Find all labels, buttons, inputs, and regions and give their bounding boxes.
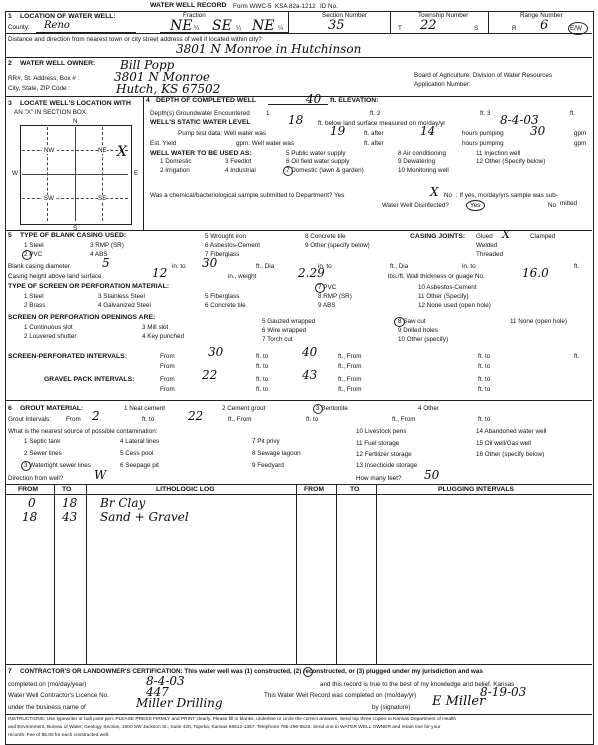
- gpi-from-value[interactable]: 22: [202, 368, 218, 382]
- id-number-label: ID No.: [320, 3, 338, 10]
- joint-clamped[interactable]: Clamped: [530, 233, 556, 240]
- table-row[interactable]: 18: [62, 496, 78, 510]
- range-ew: E/W: [570, 25, 582, 32]
- quarter-mark-3: ¼: [278, 25, 284, 32]
- spi-from-2: From: [160, 363, 175, 370]
- certification-line-1: CONTRACTOR'S OR LANDOWNER'S CERTIFICATION: This water well was (1) constructed, (2) reconstructed, or (3) plugged under my jurisdiction and was: [20, 668, 483, 675]
- gpi-ft-to-2: ft. to: [478, 376, 491, 383]
- screen-4[interactable]: 4 Galvanized Steel: [98, 302, 151, 309]
- range-value[interactable]: 6: [540, 18, 549, 33]
- casing-8[interactable]: 8 Concrete tile: [305, 233, 346, 240]
- opening-11[interactable]: 11 None (open hole): [510, 318, 567, 325]
- casing-6[interactable]: 6 Asbestos-Cement: [205, 242, 260, 249]
- howmany-label: How many feet?: [356, 475, 402, 482]
- grout-2[interactable]: 2 Cement grout: [222, 405, 266, 412]
- fraction-label: Fraction: [183, 12, 206, 19]
- grout-ft-to-3: ft. to: [478, 416, 491, 423]
- use-10[interactable]: 10 Monitoring well: [398, 167, 449, 174]
- openings-label: SCREEN OR PERFORATION OPENINGS ARE:: [8, 314, 156, 321]
- section-3-label-2: AN "X" IN SECTION BOX:: [14, 109, 88, 116]
- yield-hours-label: hours pumping: [462, 140, 504, 147]
- contam-13[interactable]: 13 Insecticide storage: [356, 462, 418, 469]
- screen-1[interactable]: 1 Steel: [24, 293, 44, 300]
- log-to-header: TO: [62, 486, 72, 493]
- opening-8-circle: [394, 317, 405, 327]
- quarter-mark-1: ¼: [194, 25, 200, 32]
- quadrant-sw: - SW -: [40, 195, 58, 202]
- opening-8[interactable]: 8 Saw cut: [398, 318, 426, 325]
- grout-3-circle: [313, 404, 323, 414]
- contam-14[interactable]: 14 Abandoned water well: [476, 428, 547, 435]
- licence-value[interactable]: 447: [146, 685, 169, 699]
- section-5-number: 5: [8, 232, 12, 239]
- county-value[interactable]: Reno: [44, 20, 70, 31]
- opening-4[interactable]: 4 Key punched: [142, 333, 185, 340]
- yield-label: Est. Yield: [150, 140, 177, 147]
- litho-header: LITHOLOGIC LOG: [156, 486, 215, 493]
- completed-label: completed on (mo/day/year): [8, 681, 87, 688]
- opening-3[interactable]: 3 Mill slot: [142, 324, 169, 331]
- section-number-label: Section Number: [322, 12, 368, 19]
- spi-label: SCREEN-PERFORATED INTERVALS:: [8, 353, 127, 360]
- pump-gpm[interactable]: 30: [530, 124, 546, 138]
- compass-e: E: [134, 170, 139, 177]
- gpi-from-2: From: [160, 386, 175, 393]
- static-level-label: WELL'S STATIC WATER LEVEL: [150, 119, 251, 126]
- use-label: WELL WATER TO BE USED AS:: [150, 150, 252, 157]
- casing-5[interactable]: 5 Wrought iron: [205, 233, 247, 240]
- grout-4[interactable]: 4 Other: [418, 405, 439, 412]
- casing-1[interactable]: 1 Steel: [24, 242, 44, 249]
- gpi-to-value[interactable]: 43: [302, 368, 318, 382]
- disinfected-label: Water Well Disinfected?: [382, 202, 449, 209]
- use-9[interactable]: 9 Dewatering: [398, 158, 436, 165]
- diameter-to-value[interactable]: 30: [202, 256, 218, 270]
- contam-3[interactable]: 3 Watertight sewer lines: [24, 462, 91, 469]
- range-label: Range Number: [520, 12, 563, 19]
- contam-16[interactable]: 16 Other (specify below): [476, 451, 545, 458]
- section-2-number: 2: [8, 60, 12, 67]
- diameter-ft-dia-1: ft., Dia: [256, 263, 275, 270]
- contam-11[interactable]: 11 Fuel storage: [356, 440, 400, 447]
- form-number: Form WWC-5: [233, 3, 272, 10]
- screen-2[interactable]: 2 Brass: [24, 302, 46, 309]
- pump-hours[interactable]: 14: [420, 124, 436, 138]
- screen-7[interactable]: 7 PVC: [318, 284, 337, 291]
- screen-8[interactable]: 8 RMP (SR): [318, 293, 352, 300]
- instructions-line-2: and Environment, Bureau of Water, Geology Section, 1000 SW Jackson St., Suite 420, Topeka, Kansas 66612-1367. Telephone 785-296-5522. Send one to WATER WELL OWNER and retain one for your: [8, 725, 441, 730]
- screen-12[interactable]: 12 None used (open hole): [418, 302, 491, 309]
- grout-ftfrom: ft., From: [228, 416, 252, 423]
- opening-6[interactable]: 6 Wire wrapped: [262, 327, 307, 334]
- gpi-ft-to-3: ft. to: [256, 386, 269, 393]
- owner-name[interactable]: Bill Popp: [120, 58, 175, 72]
- gw-one: 1: [266, 110, 270, 117]
- pump-hours-label: hours pumping: [462, 130, 504, 137]
- licence-label: Water Well Contractor's Licence No.: [8, 692, 109, 699]
- ksa-ref: KSA 82a-1212: [275, 3, 316, 10]
- distance-label: Distance and direction from nearest town or city street address of well if located within city?: [8, 36, 262, 43]
- grout-ft-to: ft. to: [142, 416, 155, 423]
- gauge-value[interactable]: 16.0: [522, 266, 549, 280]
- opening-7[interactable]: 7 Torch cut: [262, 336, 293, 343]
- diameter-in-to-2: in. to: [318, 263, 332, 270]
- grout-ftfrom-2: ft., From: [392, 416, 416, 423]
- contam-2[interactable]: 2 Sewer lines: [24, 450, 62, 457]
- gw-two: ft. 2: [370, 110, 381, 117]
- table-row[interactable]: Br Clay: [100, 496, 146, 510]
- screen-3[interactable]: 3 Stainless Steel: [98, 293, 145, 300]
- compass-n: N: [73, 118, 78, 125]
- signature[interactable]: E Miller: [432, 694, 486, 709]
- use-5[interactable]: 5 Public water supply: [286, 150, 346, 157]
- township-s: S: [474, 25, 479, 32]
- wall-label: lbs./ft. Wall thickness or guage No.: [388, 273, 485, 280]
- diameter-ft-dia-2: ft., Dia: [390, 263, 409, 270]
- contam-9[interactable]: 9 Feedyard: [252, 462, 284, 469]
- joints-label: CASING JOINTS:: [410, 233, 466, 240]
- contam-5[interactable]: 5 Cess pool: [120, 450, 154, 457]
- screen-10[interactable]: 10 Asbestos-Cement: [418, 284, 477, 291]
- address-label: RR#, St. Address, Box # :: [8, 75, 80, 82]
- spi-to-value[interactable]: 40: [302, 345, 318, 359]
- grout-interval-label: Grout Intervals:: [8, 416, 52, 423]
- diameter-label: Blank casing diameter: [8, 263, 70, 270]
- section-2-label: WATER WELL OWNER:: [20, 60, 96, 67]
- distance-value[interactable]: 3801 N Monroe in Hutchinson: [176, 42, 362, 56]
- contam-4[interactable]: 4 Lateral lines: [120, 438, 160, 445]
- use-3[interactable]: 3 Feedlot: [225, 158, 252, 165]
- groundwater-label: Depth(s) Groundwater Encountered: [150, 110, 250, 117]
- application-label: Application Number:: [414, 81, 471, 88]
- yield-gpm-label: gpm: [574, 140, 587, 147]
- grout-from-value[interactable]: 2: [92, 409, 100, 423]
- record-completed-label: This Water Well Record was completed on (mo/day/yr): [264, 692, 417, 699]
- gw-ft: ft.: [570, 110, 576, 117]
- diameter-in-to-3: in. to: [462, 263, 476, 270]
- location-x-mark: X: [117, 144, 127, 160]
- elevation-label: ft. ELEVATION:: [330, 97, 379, 104]
- spi-ftfrom: ft., From: [338, 353, 362, 360]
- contam-1[interactable]: 1 Septic tank: [24, 438, 61, 445]
- quarter-mark-2: ¼: [236, 25, 242, 32]
- fraction-q3[interactable]: NE: [252, 18, 275, 34]
- grout-ft-to-2: ft. to: [306, 416, 319, 423]
- direction-value[interactable]: W: [94, 468, 107, 482]
- casing-3[interactable]: 3 RMP (SR): [90, 242, 124, 249]
- quadrant-nw: - NW -: [40, 147, 59, 154]
- contam-7[interactable]: 7 Pit privy: [252, 438, 280, 445]
- grout-1[interactable]: 1 Neat cement: [124, 405, 165, 412]
- weight-label: in., weight: [228, 273, 257, 280]
- weight-value[interactable]: 2.29: [298, 266, 325, 280]
- range-r: R: [512, 25, 517, 32]
- disinfected-yes-circle: [466, 200, 485, 211]
- chem-question: Was a chemical/bacteriological sample submitted to Department? Yes: [150, 192, 345, 199]
- contam-15[interactable]: 15 Oil well/Gas well: [476, 440, 531, 447]
- howmany-value[interactable]: 50: [424, 468, 440, 482]
- use-6[interactable]: 6 Oil field water supply: [286, 158, 350, 165]
- screen-label: TYPE OF SCREEN OR PERFORATION MATERIAL:: [8, 283, 169, 290]
- spi-ft-to-4: ft. to: [478, 363, 491, 370]
- table-row[interactable]: Sand + Gravel: [100, 510, 189, 524]
- log-from-header: FROM: [18, 486, 39, 493]
- quadrant-ne: NE: [98, 147, 107, 154]
- pump-test-label: Pump test data: Well water was: [178, 130, 267, 137]
- gpi-ft-to-4: ft. to: [478, 386, 491, 393]
- grout-from: From: [66, 416, 81, 423]
- gpm-label: gpm: [574, 130, 587, 137]
- gw-three: ft. 3: [480, 110, 491, 117]
- spi-ft-to-2: ft. to: [478, 353, 491, 360]
- depth-value[interactable]: 40: [306, 92, 322, 106]
- joint-welded[interactable]: Welded: [476, 242, 498, 249]
- use-4[interactable]: 4 Industrial: [225, 167, 256, 174]
- contam-8[interactable]: 8 Sewage lagoon: [252, 450, 301, 457]
- height-value[interactable]: 12: [152, 266, 168, 280]
- spi-from: From: [160, 353, 175, 360]
- compass-w: W: [12, 170, 18, 177]
- yield-well-water: gpm: Well water was: [236, 140, 294, 147]
- chem-no[interactable]: No: [444, 192, 453, 199]
- section-number-value[interactable]: 35: [328, 18, 345, 33]
- table-row[interactable]: 43: [62, 510, 78, 524]
- spi-ft-to: ft. to: [256, 353, 269, 360]
- section-box[interactable]: [20, 125, 132, 225]
- signature-label: by (signature): [372, 704, 411, 711]
- joint-glued[interactable]: Glued: [476, 233, 493, 240]
- use-1[interactable]: 1 Domestic: [160, 158, 192, 165]
- joint-glued-x: X: [502, 228, 510, 241]
- spi-ft: ft.: [574, 353, 580, 360]
- owner-address[interactable]: 3801 N Monroe: [114, 70, 210, 84]
- opening-5[interactable]: 5 Gauzed wrapped: [262, 318, 316, 325]
- grout-3[interactable]: 3 Bentonite: [316, 405, 348, 412]
- pump-ft-after: ft. after: [364, 130, 384, 137]
- use-7[interactable]: 7 Domestic (lawn & garden): [286, 167, 364, 174]
- direction-label: Direction from well?: [8, 475, 64, 482]
- joint-threaded[interactable]: Threaded: [476, 251, 503, 258]
- use-12[interactable]: 12 Other (Specify below): [476, 158, 546, 165]
- instructions-line-3: records. Fee of $5.00 for each constructed well.: [8, 733, 110, 738]
- certification-line-2b: and this record is true to the best of my knowledge and belief. Kansas: [320, 681, 515, 688]
- city-label: City, State, ZIP Code :: [8, 85, 71, 92]
- spi-ftfrom-2: ft., From: [338, 363, 362, 370]
- completed-date[interactable]: 8-4-03: [146, 674, 185, 688]
- fraction-q1[interactable]: NE: [170, 18, 193, 34]
- plug-to-header: TO: [350, 486, 360, 493]
- contam-3-circle: [21, 461, 31, 471]
- diameter-ft: ft.: [574, 263, 580, 270]
- gpi-ft-to: ft. to: [256, 376, 269, 383]
- casing-2-circle: [22, 250, 32, 260]
- business-value[interactable]: Miller Drilling: [136, 696, 223, 710]
- use-11[interactable]: 11 Injection well: [476, 150, 521, 157]
- diameter-value[interactable]: 5: [102, 256, 110, 270]
- compass-s: S: [73, 225, 78, 232]
- record-completed-date[interactable]: 8-19-03: [480, 685, 527, 699]
- casing-4[interactable]: 4 ABS: [90, 251, 108, 258]
- quadrant-se: SE: [98, 195, 107, 202]
- gpi-label: GRAVEL PACK INTERVALS:: [44, 376, 135, 383]
- static-level-rest: ft. below land surface measured on mo/day/yr: [318, 120, 446, 127]
- contamination-label: What is the nearest source of possible contamination:: [8, 428, 158, 435]
- opening-1[interactable]: 1 Continuous slot: [24, 324, 73, 331]
- casing-7[interactable]: 7 Fiberglass: [205, 251, 240, 258]
- constructed-circle: [303, 667, 313, 677]
- township-label: Township Number: [418, 12, 469, 19]
- gpi-ftfrom-2: ft., From: [338, 386, 362, 393]
- depth-label: DEPTH OF COMPLETED WELL: [156, 97, 257, 104]
- contam-6[interactable]: 6 Seepage pit: [120, 462, 159, 469]
- grout-to-value[interactable]: 22: [188, 409, 204, 423]
- screen-7-circle: [315, 283, 325, 293]
- static-level-value[interactable]: 18: [288, 113, 304, 127]
- gpi-from: From: [160, 376, 175, 383]
- business-label: under the business name of: [8, 704, 86, 711]
- section-3-number: 3: [8, 100, 12, 107]
- owner-city[interactable]: Hutch, KS 67502: [116, 82, 221, 96]
- disinfected-yes[interactable]: Yes: [470, 202, 481, 209]
- grout-label: GROUT MATERIAL:: [20, 405, 84, 412]
- opening-10[interactable]: 10 Other (specify): [398, 336, 449, 343]
- contam-10[interactable]: 10 Livestock pens: [356, 428, 407, 435]
- plugging-header: PLUGGING INTERVALS: [438, 486, 515, 493]
- use-8[interactable]: 8 Air conditioning: [398, 150, 446, 157]
- section-1-number: 1: [8, 13, 12, 20]
- pump-value[interactable]: 19: [330, 124, 346, 138]
- casing-2[interactable]: 2 PVC: [24, 251, 43, 258]
- fraction-q2[interactable]: SE: [212, 18, 232, 34]
- casing-label: TYPE OF BLANK CASING USED:: [20, 232, 127, 239]
- instructions-line-1: INSTRUCTIONS: Use typewriter or ball point pen. PLEASE PRESS FIRMLY and PRINT clearly. Please fill in blanks, underline or circle the correct answers. Send top three copies to Kansas Department of Health: [8, 717, 457, 722]
- county-label: County:: [8, 24, 30, 31]
- township-value[interactable]: 22: [420, 18, 437, 33]
- chem-if-yes: ; If yes, mo/day/yrs sample was sub-: [456, 192, 558, 199]
- opening-9[interactable]: 9 Drilled holes: [398, 327, 438, 334]
- chem-x-mark: X: [430, 185, 439, 199]
- yield-ft-after: ft. after: [364, 140, 384, 147]
- section-3-label: LOCATE WELL'S LOCATION WITH: [20, 100, 131, 107]
- plug-from-header: FROM: [304, 486, 325, 493]
- table-row[interactable]: 0: [28, 496, 36, 510]
- table-row[interactable]: 18: [22, 510, 38, 524]
- static-date[interactable]: 8-4-03: [500, 113, 539, 127]
- board-label: Board of Agriculture, Division of Water Resources: [414, 72, 553, 79]
- screen-5[interactable]: 5 Fiberglass: [205, 293, 240, 300]
- casing-9[interactable]: 9 Other (specify below): [305, 242, 370, 249]
- screen-9[interactable]: 9 ABS: [318, 302, 336, 309]
- township-t: T: [398, 25, 402, 32]
- diameter-in-to: in. to: [172, 263, 186, 270]
- chem-mitted: mitted: [560, 200, 578, 207]
- section-4-number: 4: [146, 97, 150, 104]
- use-7-circle: [283, 166, 293, 176]
- section-1-label: LOCATION OF WATER WELL:: [20, 13, 116, 20]
- height-label: Casing height above land surface: [8, 273, 102, 280]
- opening-2[interactable]: 2 Louvered shutter: [24, 333, 77, 340]
- screen-11[interactable]: 11 Other (Specify): [418, 293, 469, 300]
- contam-12[interactable]: 12 Fertilizer storage: [356, 451, 412, 458]
- disinfected-no[interactable]: No: [548, 202, 557, 209]
- spi-from-value[interactable]: 30: [208, 345, 224, 359]
- use-2[interactable]: 2 Irrigation: [160, 167, 190, 174]
- screen-6[interactable]: 6 Concrete tile: [205, 302, 246, 309]
- section-7-number: 7: [8, 668, 12, 675]
- spi-ft-to-3: ft. to: [256, 363, 269, 370]
- section-6-number: 6: [8, 405, 12, 412]
- gpi-ftfrom: ft., From: [338, 376, 362, 383]
- form-title: WATER WELL RECORD: [150, 2, 227, 9]
